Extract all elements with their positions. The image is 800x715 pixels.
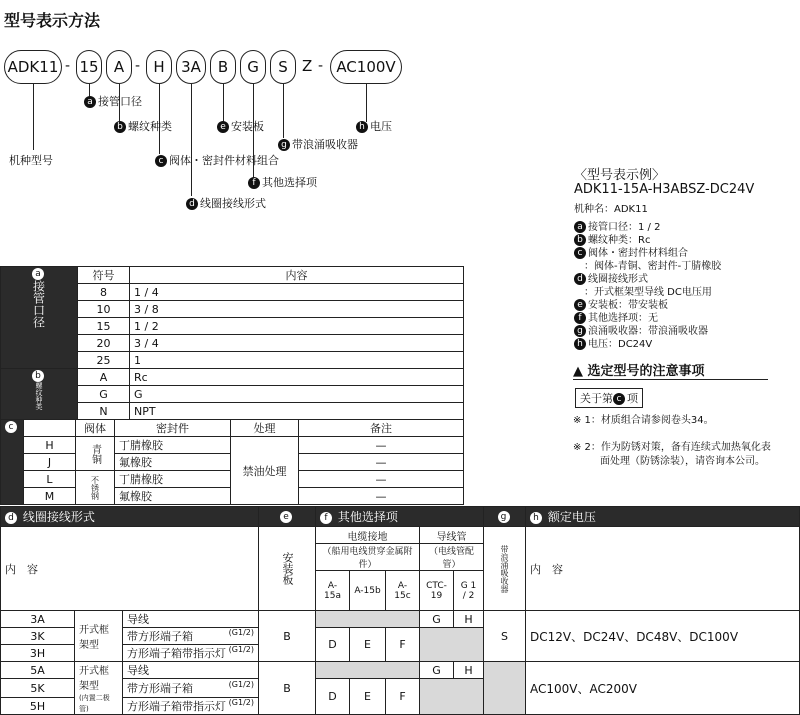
- table-row: 3A 开式框架型 导线 B G H S DC12V、DC24V、DC48V、DC100V: [1, 611, 800, 628]
- header-f: f 其他选择项: [316, 507, 484, 527]
- example-line: a 接管口径：1 / 2: [574, 218, 660, 233]
- table-row: 25 1: [1, 352, 464, 369]
- dash: -: [318, 58, 324, 74]
- table-row: L 不锈钢 丁腈橡胶 —: [1, 471, 464, 488]
- code-mount: B: [210, 50, 236, 84]
- code-model: ADK11: [4, 50, 62, 84]
- code-material: H: [146, 50, 172, 84]
- example-line: ：阀体-青铜、密封件-丁腈橡胶: [584, 261, 722, 272]
- table-row: N NPT: [1, 403, 464, 420]
- table-row: 5H 方形端子箱带指示灯 (G1/2): [1, 698, 800, 715]
- code-coil: 3A: [176, 50, 206, 84]
- dash: -: [135, 58, 141, 74]
- label-h: h 电压: [356, 118, 392, 134]
- table-row: 5A 开式框架型 (内置二极管) 导线 B G H AC100V、AC200V: [1, 662, 800, 679]
- table-row: 15 1 / 2: [1, 318, 464, 335]
- note-2a: ※ 2：作为防锈对策，备有连续式加热氧化表: [573, 442, 771, 453]
- label-a: a 接管口径: [84, 93, 142, 109]
- example-line: e 安装板：带安装板: [574, 296, 668, 311]
- table-material: c 阀体 密封件 处理 备注 H 青铜 丁腈橡胶 禁油处理 — J 氟橡胶 — L 不锈钢 丁腈橡胶 — M 氟橡胶 —: [0, 419, 464, 505]
- example-line: h 电压：DC24V: [574, 335, 652, 350]
- example-line: d 线圈接线形式: [574, 270, 648, 285]
- label-g: g 带浪涌吸收器: [278, 136, 358, 152]
- side-a: a 接管口径: [1, 267, 78, 369]
- label-model: 机种型号: [9, 154, 53, 167]
- table-row: 20 3 / 4: [1, 335, 464, 352]
- table-row: H 青铜 丁腈橡胶 禁油处理 —: [1, 437, 464, 454]
- table-row: J 氟橡胶 —: [1, 454, 464, 471]
- table-row: 8 1 / 4: [1, 284, 464, 301]
- note-2b: 面处理（防锈涂装），请咨询本公司。: [600, 456, 765, 467]
- badge-h: h: [356, 121, 368, 133]
- table-row: 5K 带方形端子箱 (G1/2) D E F: [1, 679, 800, 698]
- example-line: b 螺纹种类：Rc: [574, 231, 650, 246]
- code-option: G: [240, 50, 266, 84]
- badge-c: c: [155, 155, 167, 167]
- caution-title: ▲ 选定型号的注意事项: [573, 360, 768, 380]
- table-row: 3H 方形端子箱带指示灯 (G1/2): [1, 645, 800, 662]
- badge-b: b: [114, 121, 126, 133]
- label-b: b 螺纹种类: [114, 118, 172, 134]
- header-h: h 额定电压: [526, 507, 800, 527]
- example-line: c 阀体・密封件材料组合: [574, 244, 688, 259]
- code-thread: A: [106, 50, 132, 84]
- code-voltage: AC100V: [330, 50, 402, 84]
- side-c: c: [1, 420, 24, 505]
- code-surge: S: [270, 50, 296, 84]
- badge-g: g: [278, 139, 290, 151]
- note-1: ※ 1：材质组合请参阅卷头34。: [573, 415, 714, 426]
- example-line: 机种名：ADK11: [574, 204, 648, 215]
- table-bore: a 接管口径 符号 内容 8 1 / 4 10 3 / 8 15 1 / 2 20 3 / 4 25 1 b 螺纹种类 A Rc G G N NPT: [0, 266, 464, 420]
- label-e: e 安装板: [217, 118, 264, 134]
- about-box: 关于第 c 项: [575, 388, 643, 408]
- badge-f: f: [248, 177, 260, 189]
- example-line: g 浪涌吸收器：带浪涌吸收器: [574, 322, 708, 337]
- badge-e: e: [217, 121, 229, 133]
- table-row: 3K 带方形端子箱 (G1/2) D E F: [1, 628, 800, 645]
- example-line: ：开式框架型导线 DC电压用: [584, 287, 712, 298]
- example-model: ADK11-15A-H3ABSZ-DC24V: [574, 182, 755, 197]
- example-header: 〈型号表示例〉: [574, 168, 666, 183]
- code-bore: 15: [76, 50, 102, 84]
- label-d: d 线圈接线形式: [186, 195, 266, 211]
- header-d: d 线圈接线形式: [1, 507, 259, 527]
- badge-d: d: [186, 198, 198, 210]
- table-coil: d 线圈接线形式 e f 其他选择项 g h 额定电压 内 容 安装板 电缆接地 导线管 带浪涌吸收器 内 容 （船用电线贯穿金属附件） （电线管配管） A-15a A-15b A-15c CTC-19 G 1 / 2 3A 开式框架型 导线 B G H S DC12V、DC24V、DC48V、DC100V 3K 带方形端子箱 (G1/2) D E F 3H 方形端子箱带指示灯 (G1/2) 5A 开式框架型 (内置二极管) 导线 B G H AC100V、AC200V 5K 带方形端子箱 (G1/2) D E F 5H 方形端子箱带指示灯 (G1/2): [0, 506, 800, 715]
- badge-a: a: [84, 96, 96, 108]
- table-row: G G: [1, 386, 464, 403]
- side-b: b 螺纹种类: [1, 369, 78, 420]
- warning-icon: ▲: [573, 364, 583, 379]
- dash: -: [65, 58, 71, 74]
- z-suffix: Z: [302, 57, 313, 75]
- page-title: 型号表示方法: [4, 11, 101, 30]
- label-c: c 阀体・密封件材料组合: [155, 152, 279, 168]
- table-row: M 氟橡胶 —: [1, 488, 464, 505]
- label-f: f 其他选择项: [248, 174, 317, 190]
- table-row: 10 3 / 8: [1, 301, 464, 318]
- example-line: f 其他选择项：无: [574, 309, 658, 324]
